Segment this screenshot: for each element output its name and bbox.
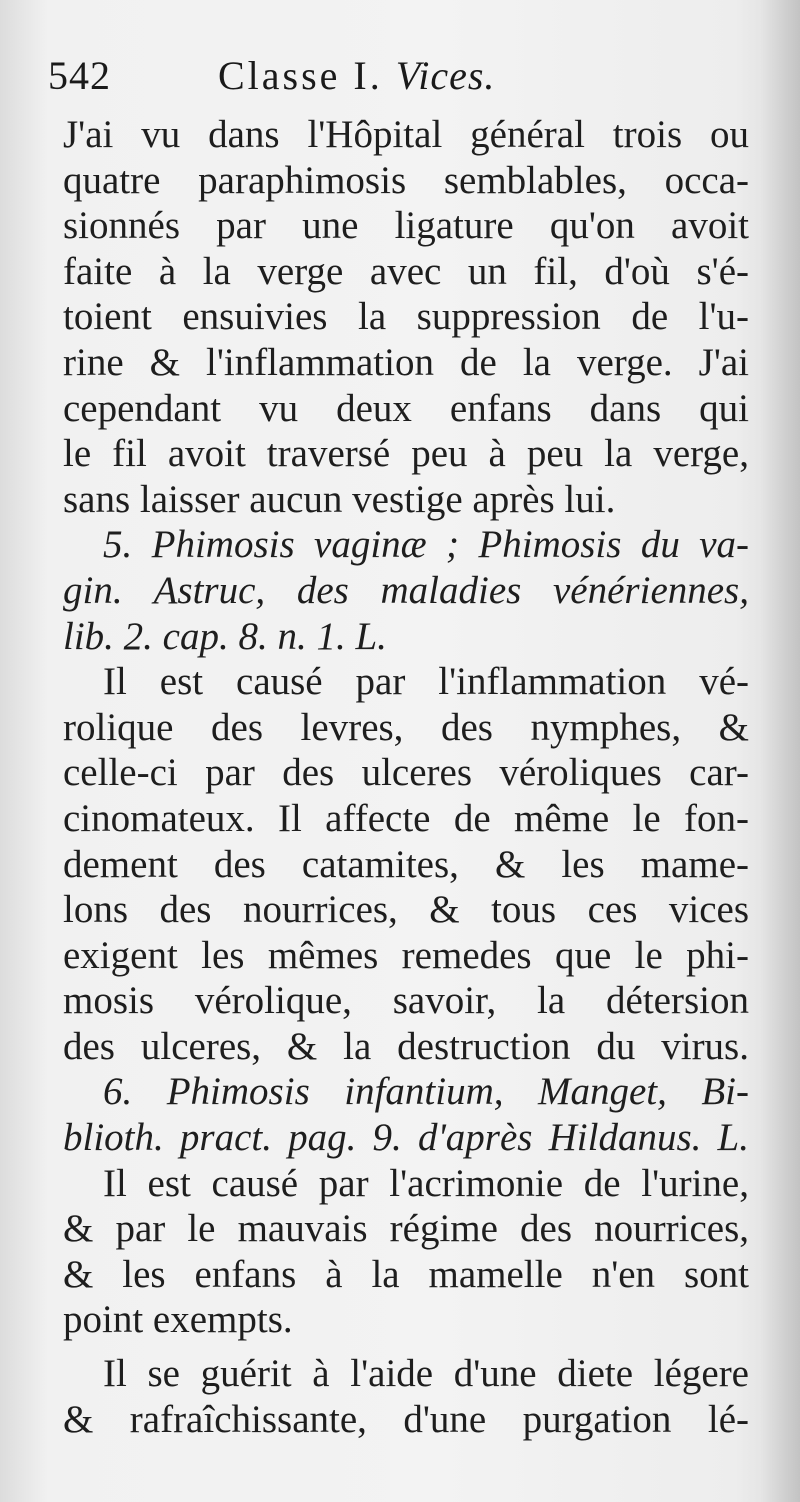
text-line: exigent les mêmes remedes que le phi- <box>63 933 749 977</box>
text-line-heading: 5. Phimosis vaginæ ; Phimosis du va- <box>103 523 749 567</box>
text-line-heading: 6. Phimosis infantium, Manget, Bi- <box>103 1070 749 1114</box>
text-line: des ulceres, & la destruction du virus. <box>63 1024 749 1068</box>
running-head-italic: Vices. <box>395 53 496 98</box>
text-line: celle-ci par des ulceres véroliques car- <box>63 751 749 795</box>
running-head-title: Classe I. <box>218 53 383 98</box>
running-head <box>218 52 495 99</box>
text-line: Il se guérit à l'aide d'une diete légere <box>103 1352 749 1396</box>
text-line: mosis vérolique, savoir, la détersion <box>63 979 749 1023</box>
text-line: Il est causé par l'acrimonie de l'urine, <box>103 1161 749 1205</box>
paragraph-gap <box>63 1343 749 1351</box>
page-header <box>48 52 748 112</box>
text-line: faite à la verge avec un fil, d'où s'é- <box>63 249 749 293</box>
text-line: lons des nourrices, & tous ces vices <box>63 888 749 932</box>
text-line-citation: lib. 2. cap. 8. n. 1. L. <box>63 614 387 658</box>
body-text <box>63 112 749 1442</box>
gutter-shadow <box>760 0 800 1502</box>
text-line: & par le mauvais régime des nourrices, <box>63 1207 749 1251</box>
text-line: rolique des levres, des nymphes, & <box>63 705 749 749</box>
text-line: cependant vu deux enfans dans qui <box>63 386 749 430</box>
text-line: & les enfans à la mamelle n'en sont <box>63 1252 749 1296</box>
text-line: le fil avoit traversé peu à peu la verge, <box>63 432 749 476</box>
text-line: Il est causé par l'inflammation vé- <box>103 660 749 704</box>
text-line: rine & l'inflammation de la verge. J'ai <box>63 340 749 384</box>
text-line: point exempts. <box>63 1298 293 1342</box>
page-number: 542 <box>48 53 111 98</box>
text-line: sans laisser aucun vestige après lui. <box>63 477 616 521</box>
text-line-citation: blioth. pract. pag. 9. d'après Hildanus. L. <box>63 1116 749 1160</box>
text-line: J'ai vu dans l'Hôpital général trois ou <box>63 113 749 156</box>
text-line: toient ensuivies la suppression de l'u- <box>63 295 749 339</box>
text-line-citation: gin. Astruc, des maladies vénériennes, <box>63 568 749 612</box>
text-line: & rafraîchissante, d'une purgation lé- <box>63 1397 749 1441</box>
text-line: cinomateux. Il affecte de même le fon- <box>63 796 749 840</box>
text-line: dement des catamites, & les mame- <box>63 842 749 886</box>
text-line: quatre paraphimosis semblables, occa- <box>63 158 749 202</box>
text-line: sionnés par une ligature qu'on avoit <box>63 204 749 248</box>
